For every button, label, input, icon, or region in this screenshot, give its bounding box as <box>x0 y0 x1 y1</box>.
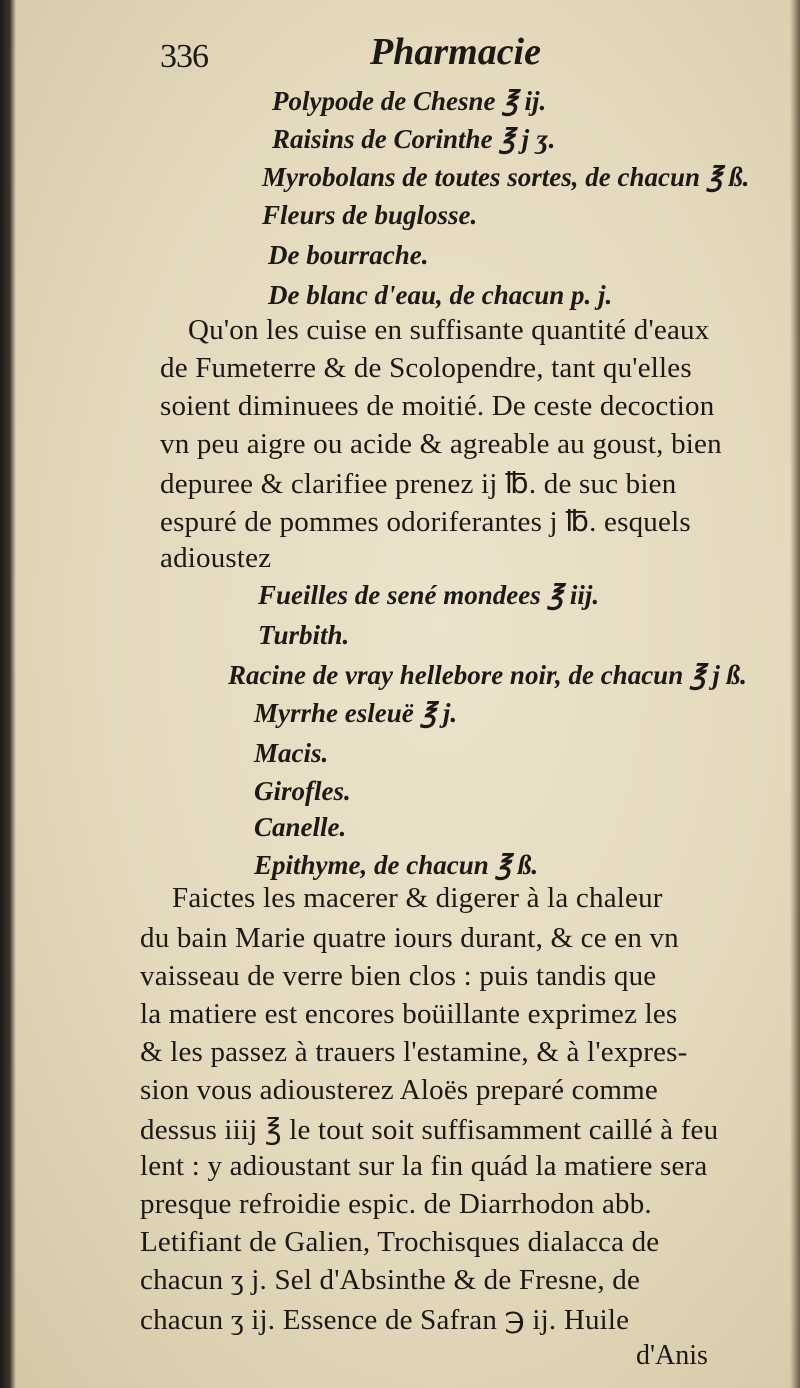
text-line: dessus iiij ℥ le tout soit suffisamment caillé à feu <box>140 1114 719 1146</box>
text-line: presque refroidie espic. de Diarrhodon abb. <box>140 1188 652 1220</box>
text-line: du bain Marie quatre iours durant, & ce en vn <box>140 922 679 954</box>
ingredient-line: Racine de vray hellebore noir, de chacun ℥ j ß. <box>228 660 747 690</box>
running-title: Pharmacie <box>370 31 541 73</box>
ingredient-line: Raisins de Corinthe ℥ j ʒ. <box>272 124 556 154</box>
text-line: & les passez à trauers l'estamine, & à l'expres- <box>140 1036 688 1068</box>
text-line: adioustez <box>160 542 272 574</box>
text-line: vn peu aigre ou acide & agreable au goust, bien <box>160 428 722 460</box>
ingredient-line: Myrrhe esleuë ℥ j. <box>254 698 458 728</box>
page-header <box>160 30 640 90</box>
catchword: d'Anis <box>636 1340 708 1371</box>
text-line: depuree & clarifiee prenez ij ℔. de suc bien <box>160 468 677 500</box>
ingredient-line: Turbith. <box>258 620 350 650</box>
ingredient-line: De blanc d'eau, de chacun p. j. <box>268 280 613 310</box>
text-line: chacun ʒ j. Sel d'Absinthe & de Fresne, de <box>140 1264 641 1296</box>
text-line: Letifiant de Galien, Trochisques dialacca de <box>140 1226 660 1258</box>
ingredient-line: De bourrache. <box>268 240 429 270</box>
text-line: sion vous adiousterez Aloës preparé comme <box>140 1074 658 1106</box>
ingredient-line: Fleurs de buglosse. <box>262 200 478 230</box>
ingredient-line: Canelle. <box>254 812 347 842</box>
text-line: soient diminuees de moitié. De ceste decoction <box>160 390 715 422</box>
text-line: la matiere est encores boüillante exprimez les <box>140 998 678 1030</box>
text-line: espuré de pommes odoriferantes j ℔. esquels <box>160 506 691 538</box>
ingredient-line: Polypode de Chesne ℥ ij. <box>272 86 547 116</box>
text-line: Qu'on les cuise en suffisante quantité d'eaux <box>188 314 710 346</box>
ingredient-line: Epithyme, de chacun ℥ ß. <box>254 850 539 880</box>
ingredient-line: Myrobolans de toutes sortes, de chacun ℥ ß. <box>262 162 750 192</box>
page-number: 336 <box>160 38 208 75</box>
text-line: de Fumeterre & de Scolopendre, tant qu'elles <box>160 352 692 384</box>
text-line: chacun ʒ ij. Essence de Safran ℈ ij. Huile <box>140 1304 630 1336</box>
page-gutter <box>0 0 16 1388</box>
ingredient-line: Macis. <box>254 738 329 768</box>
text-line: Faictes les macerer & digerer à la chaleur <box>172 882 663 914</box>
ingredient-line: Girofles. <box>254 776 351 806</box>
text-line: vaisseau de verre bien clos : puis tandis que <box>140 960 657 992</box>
ingredient-line: Fueilles de sené mondees ℥ iij. <box>258 580 600 610</box>
text-line: lent : y adioustant sur la fin quád la matiere sera <box>140 1150 708 1182</box>
page-edge <box>790 0 800 1388</box>
